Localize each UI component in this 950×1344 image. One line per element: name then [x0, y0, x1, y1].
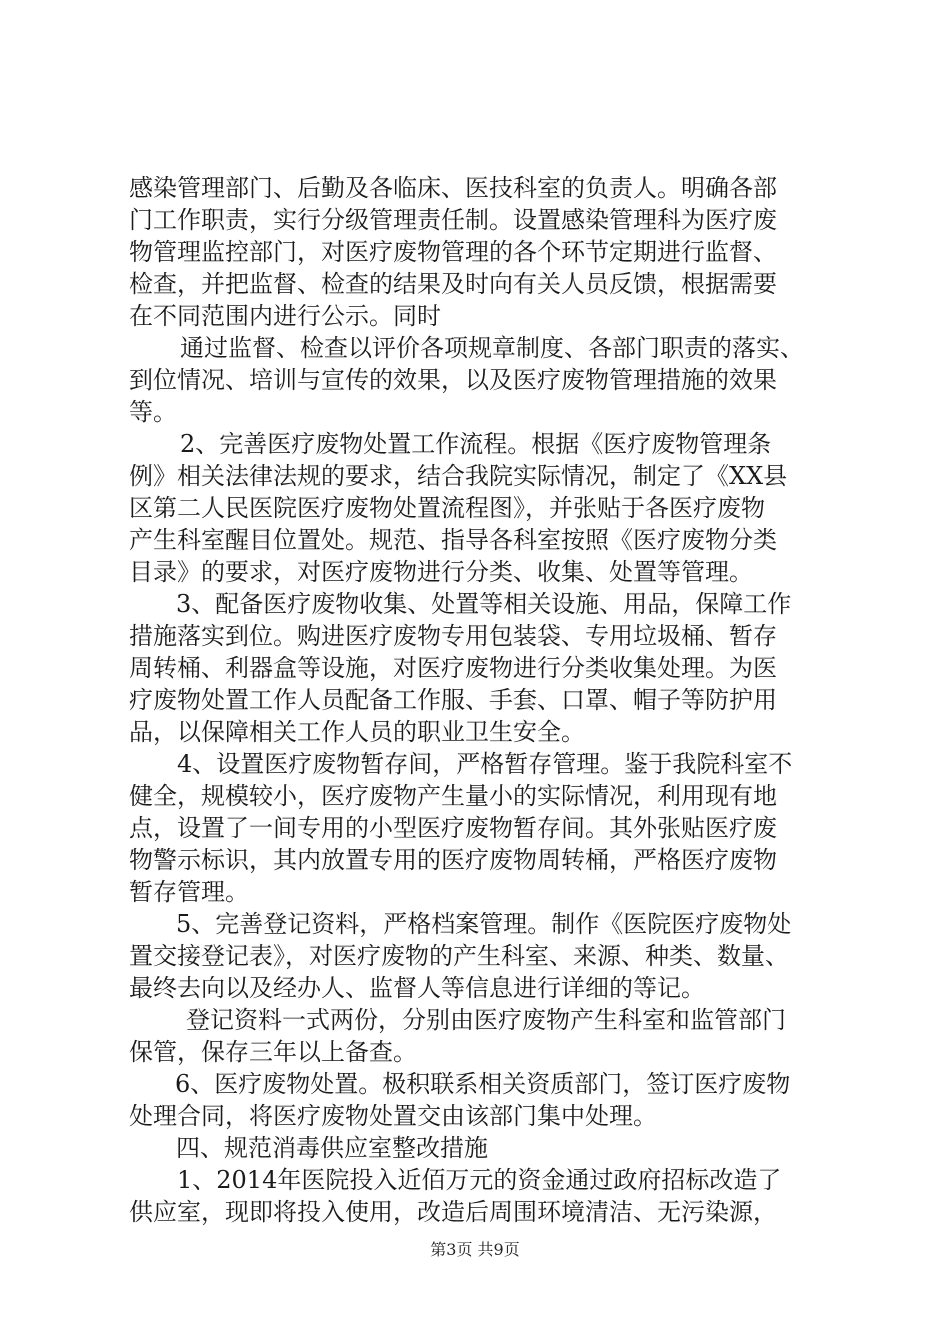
text-line: 等。 [129, 398, 177, 426]
text-line: 产生科室醒目位置处。规范、指导各科室按照《医疗废物分类 [129, 526, 777, 554]
text-line: 例》相关法律法规的要求，结合我院实际情况，制定了《XX县 [129, 462, 788, 490]
text-line: 门工作职责，实行分级管理责任制。设置感染管理科为医疗废 [129, 206, 777, 234]
text-line: 通过监督、检查以评价各项规章制度、各部门职责的落实、 [180, 334, 804, 362]
text-line: 供应室，现即将投入使用，改造后周围环境清洁、无污染源， [129, 1198, 777, 1226]
text-line: 暂存管理。 [129, 878, 249, 906]
text-line: 最终去向以及经办人、监督人等信息进行详细的等记。 [129, 974, 705, 1002]
text-line: 置交接登记表》，对医疗废物的产生科室、来源、种类、数量、 [129, 942, 789, 970]
text-line: 4、设置医疗废物暂存间，严格暂存管理。鉴于我院科室不 [177, 750, 793, 778]
section-heading: 四、规范消毒供应室整改措施 [176, 1134, 488, 1162]
text-line: 目录》的要求，对医疗废物进行分类、收集、处置等管理。 [129, 558, 753, 586]
text-line: 点，设置了一间专用的小型医疗废物暂存间。其外张贴医疗废 [129, 814, 777, 842]
text-line: 登记资料一式两份，分别由医疗废物产生科室和监管部门 [186, 1006, 786, 1034]
text-line: 在不同范围内进行公示。同时 [129, 302, 441, 330]
text-line: 品，以保障相关工作人员的职业卫生安全。 [129, 718, 585, 746]
text-line: 处理合同，将医疗废物处置交由该部门集中处理。 [129, 1102, 657, 1130]
text-line: 3、配备医疗废物收集、处置等相关设施、用品，保障工作 [176, 590, 792, 618]
text-line: 疗废物处置工作人员配备工作服、手套、口罩、帽子等防护用 [129, 686, 777, 714]
text-line: 措施落实到位。购进医疗废物专用包装袋、专用垃圾桶、暂存 [129, 622, 777, 650]
text-line: 2、完善医疗废物处置工作流程。根据《医疗废物管理条 [180, 430, 772, 458]
text-line: 物警示标识，其内放置专用的医疗废物周转桶，严格医疗废物 [129, 846, 777, 874]
text-line: 感染管理部门、后勤及各临床、医技科室的负责人。明确各部 [129, 174, 777, 202]
text-line: 1、2014年医院投入近佰万元的资金通过政府招标改造了 [177, 1166, 782, 1194]
text-line: 健全，规模较小，医疗废物产生量小的实际情况，利用现有地 [129, 782, 777, 810]
text-line: 周转桶、利器盒等设施，对医疗废物进行分类收集处理。为医 [129, 654, 777, 682]
text-line: 6、医疗废物处置。极积联系相关资质部门，签订医疗废物 [175, 1070, 791, 1098]
text-line: 检查，并把监督、检查的结果及时向有关人员反馈，根据需要 [129, 270, 777, 298]
text-line: 物管理监控部门，对医疗废物管理的各个环节定期进行监督、 [129, 238, 777, 266]
text-line: 5、完善登记资料，严格档案管理。制作《医院医疗废物处 [176, 910, 792, 938]
page-footer: 第3页 共9页 [430, 1240, 520, 1259]
text-line: 区第二人民医院医疗废物处置流程图》，并张贴于各医疗废物 [129, 494, 765, 522]
text-line: 到位情况、培训与宣传的效果，以及医疗废物管理措施的效果 [129, 366, 777, 394]
text-line: 保管，保存三年以上备查。 [129, 1038, 417, 1066]
